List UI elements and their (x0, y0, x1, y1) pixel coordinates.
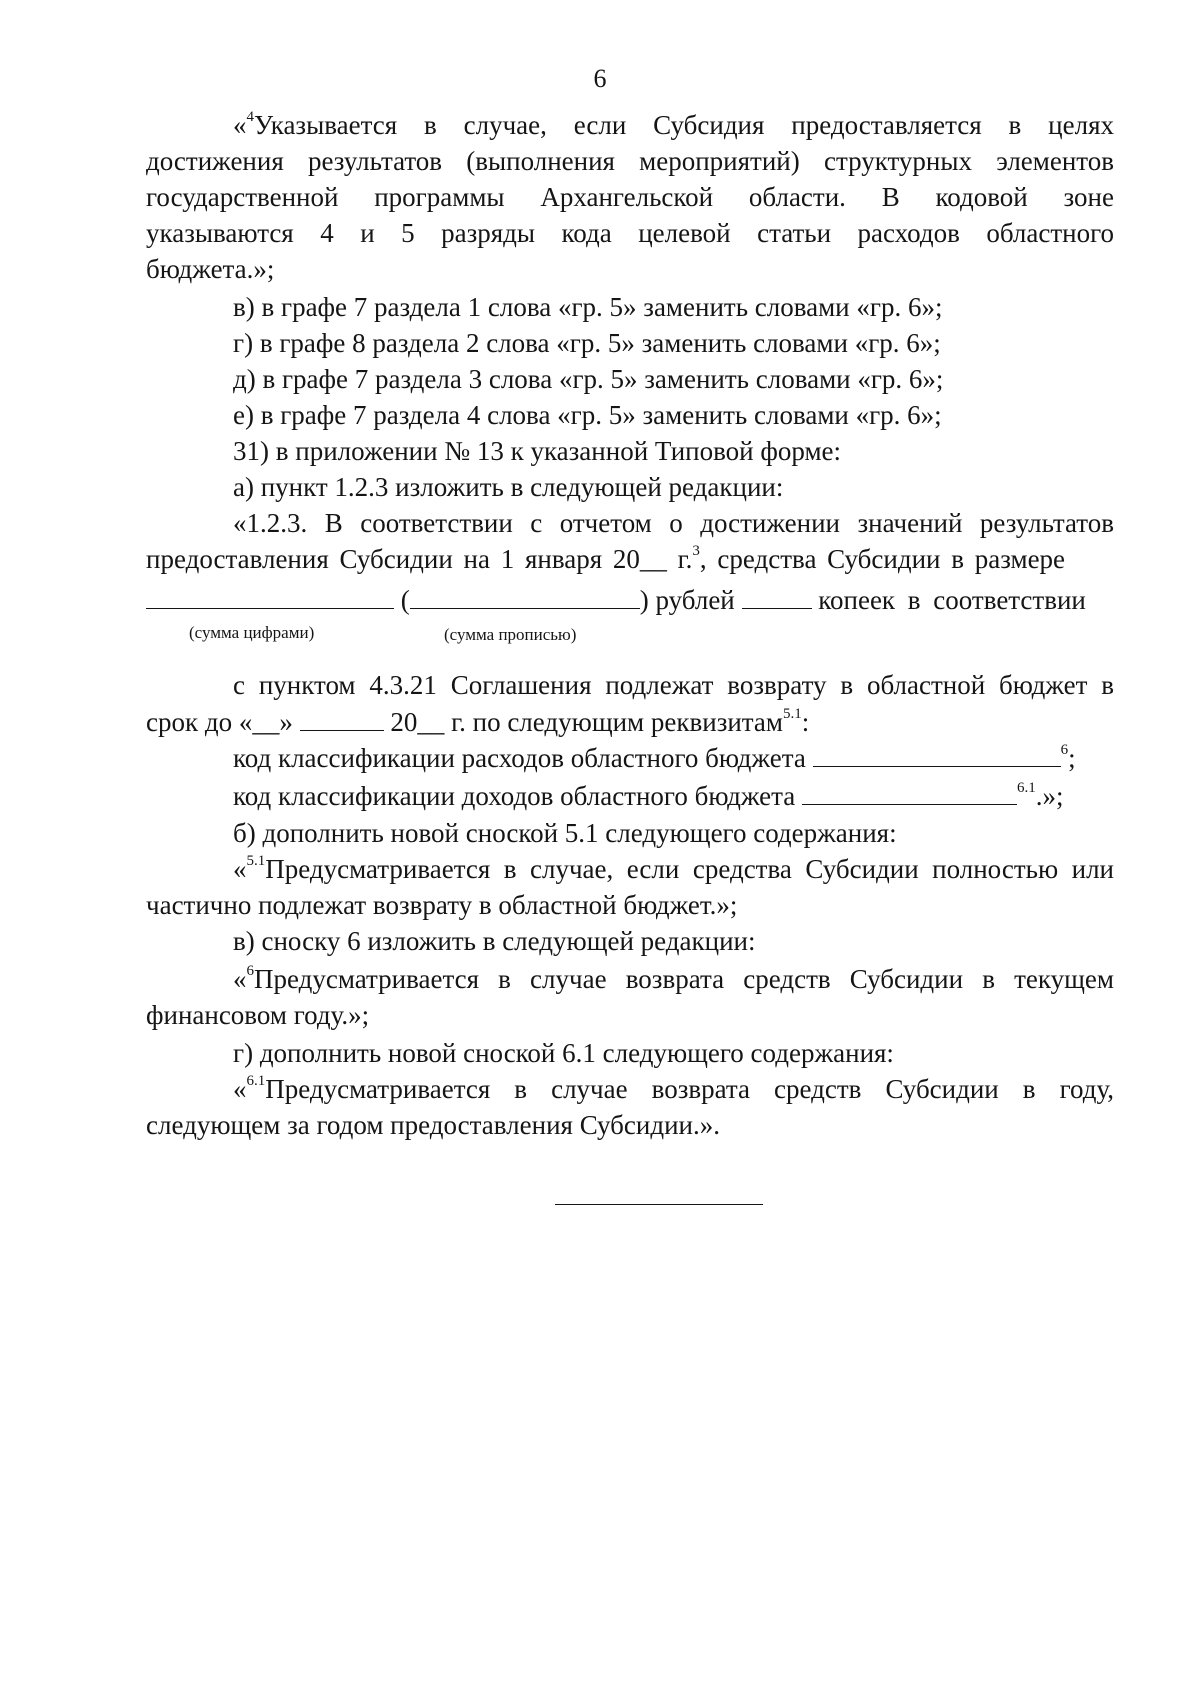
kopecks-blank (742, 582, 812, 609)
footnote4-line-4: указываются 4 и 5 разряды кода целевой статьи расходов областного (146, 218, 1114, 248)
income-code-blank (802, 778, 1017, 805)
clause-line-3: ( ) рублей копеек в соответствии (146, 582, 1114, 617)
fn61-line-2: следующем за годом предоставления Субсидии.». (146, 1110, 720, 1140)
item-a: а) пункт 1.2.3 изложить в следующей редакции: (233, 472, 784, 502)
fn51-line-1: «$^{5.1}$Предусматривается в случае, если средства Субсидии полностью или (233, 853, 1114, 884)
expense-code-blank (813, 740, 1061, 767)
clause-line-6: код классификации расходов областного бюджета $^6$; (233, 742, 1076, 773)
footnote4-line-2: достижения результатов (выполнения мероприятий) структурных элементов (146, 146, 1114, 176)
caption-amount-words: (сумма прописью) (444, 625, 577, 644)
item-v: в) в графе 7 раздела 1 слова «гр. 5» заменить словами «гр. 6»; (233, 292, 943, 322)
footnote4-line-5: бюджета.»; (146, 254, 275, 284)
fn51-line-2: частично подлежат возврату в областной бюджет.»; (146, 890, 738, 920)
clause-line-7: код классификации доходов областного бюджета $^{6.1}$.»; (233, 780, 1064, 811)
item-31: 31) в приложении № 13 к указанной Типовой форме: (233, 436, 842, 466)
clause-line-2: предоставления Субсидии на 1 января 20__ г.$^3$, средства Субсидии в размере (146, 543, 1066, 574)
amount-words-blank (410, 582, 640, 609)
item-g2: г) дополнить новой сноской 6.1 следующего содержания: (233, 1038, 894, 1068)
caption-amount-digits: (сумма цифрами) (189, 623, 315, 642)
fn61-line-1: «$^{6.1}$Предусматривается в случае возврата средств Субсидии в году, (233, 1073, 1114, 1104)
item-g: г) в графе 8 раздела 2 слова «гр. 5» заменить словами «гр. 6»; (233, 328, 941, 358)
footnote4-line-3: государственной программы Архангельской области. В кодовой зоне (146, 182, 1114, 212)
item-v2: в) сноску 6 изложить в следующей редакции: (233, 926, 756, 956)
amount-digits-blank (146, 582, 394, 609)
item-e: е) в графе 7 раздела 4 слова «гр. 5» заменить словами «гр. 6»; (233, 400, 942, 430)
item-b: б) дополнить новой сноской 5.1 следующего содержания: (233, 818, 897, 848)
fn6-line-2: финансовом году.»; (146, 1000, 370, 1030)
end-rule (555, 1204, 763, 1205)
fn6-line-1: «$^6$Предусматривается в случае возврата средств Субсидии в текущем (233, 963, 1114, 994)
item-d: д) в графе 7 раздела 3 слова «гр. 5» заменить словами «гр. 6»; (233, 364, 944, 394)
date-month-blank (300, 704, 384, 731)
clause-line-4: с пунктом 4.3.21 Соглашения подлежат возврату в областной бюджет в (233, 670, 1114, 700)
clause-line-1: «1.2.3. В соответствии с отчетом о достижении значений результатов (233, 508, 1114, 538)
clause-line-5: срок до «__» 20__ г. по следующим реквизитам$^{5.1}$: (146, 706, 810, 737)
footnote4-line-1: «$^4$Указывается в случае, если Субсидия предоставляется в целях (233, 109, 1114, 140)
page-number: 6 (593, 64, 607, 93)
